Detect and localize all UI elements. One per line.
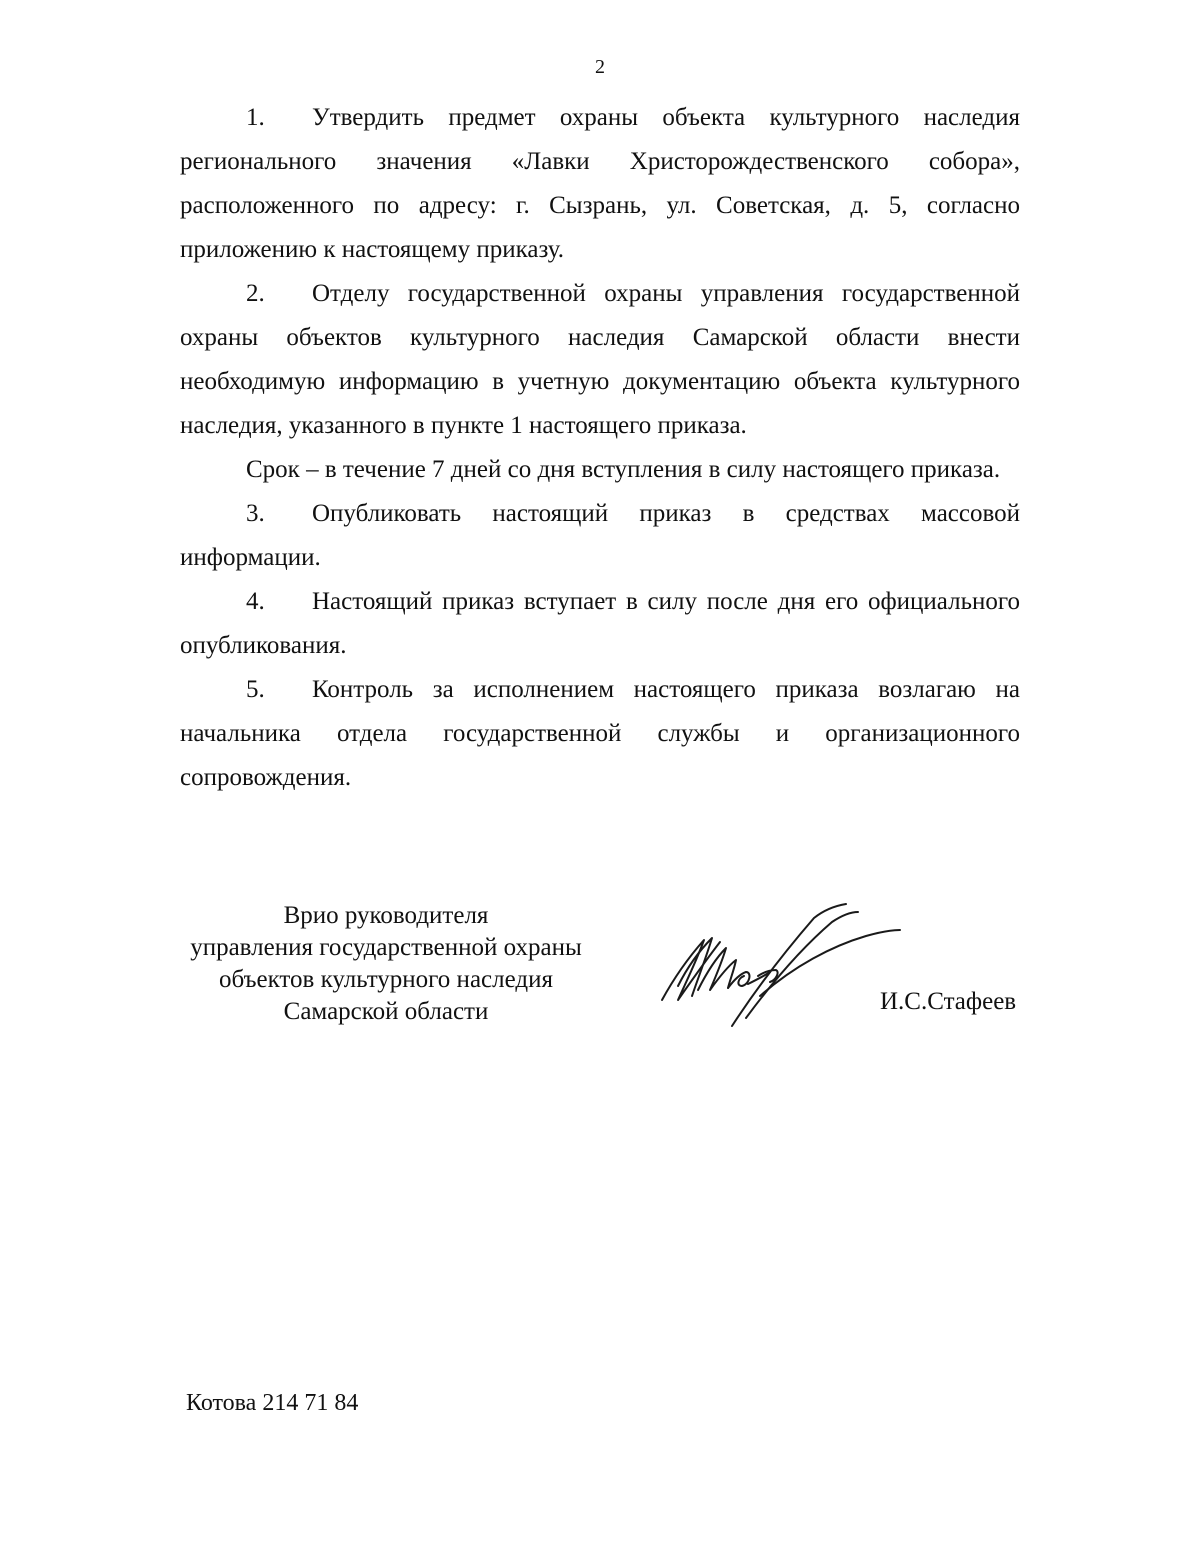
item-1-number: 1. xyxy=(246,104,265,131)
signer-position-line: Самарской области xyxy=(283,998,489,1025)
item-5-text: Контроль за исполнением настоящего приказа возлагаю на начальника отдела государственной службы и организационного сопровождения. xyxy=(180,676,1020,791)
item-1 xyxy=(180,96,1020,272)
signer-position-line: управления государственной охраны xyxy=(190,934,582,961)
item-2 xyxy=(180,272,1020,448)
signer-position-line: объектов культурного наследия xyxy=(219,966,553,993)
executor-contact: Котова 214 71 84 xyxy=(186,1390,359,1416)
item-3-text: Опубликовать настоящий приказ в средствах массовой информации. xyxy=(180,500,1020,571)
item-5 xyxy=(180,668,1020,800)
signer-name: И.С.Стафеев xyxy=(880,988,1017,1015)
item-5-number: 5. xyxy=(246,676,265,703)
item-4-text: Настоящий приказ вступает в силу после дня его официального опубликования. xyxy=(180,588,1020,659)
item-3-number: 3. xyxy=(246,500,265,527)
item-4 xyxy=(180,580,1020,668)
document-body xyxy=(180,96,1020,800)
signer-position-line: Врио руководителя xyxy=(283,902,489,929)
handwritten-signature xyxy=(648,900,918,1030)
item-2-number: 2. xyxy=(246,280,265,307)
item-3 xyxy=(180,492,1020,580)
item-4-number: 4. xyxy=(246,588,265,615)
item-1-text: Утвердить предмет охраны объекта культурного наследия регионального значения «Лавки Христорождественского собора», расположенного по адресу: г. Сызрань, ул. Советская, д. 5, согласно приложению к настоящему приказу. xyxy=(180,104,1020,263)
item-2-text: Отделу государственной охраны управления государственной охраны объектов культурного наследия Самарской области внести необходимую информацию в учетную документацию объекта культурного наследия, указанного в пункте 1 настоящего приказа. xyxy=(180,280,1020,439)
page-number: 2 xyxy=(595,56,605,78)
deadline-text: Срок – в течение 7 дней со дня вступления в силу настоящего приказа. xyxy=(246,456,1001,483)
signer-position xyxy=(176,900,596,1028)
